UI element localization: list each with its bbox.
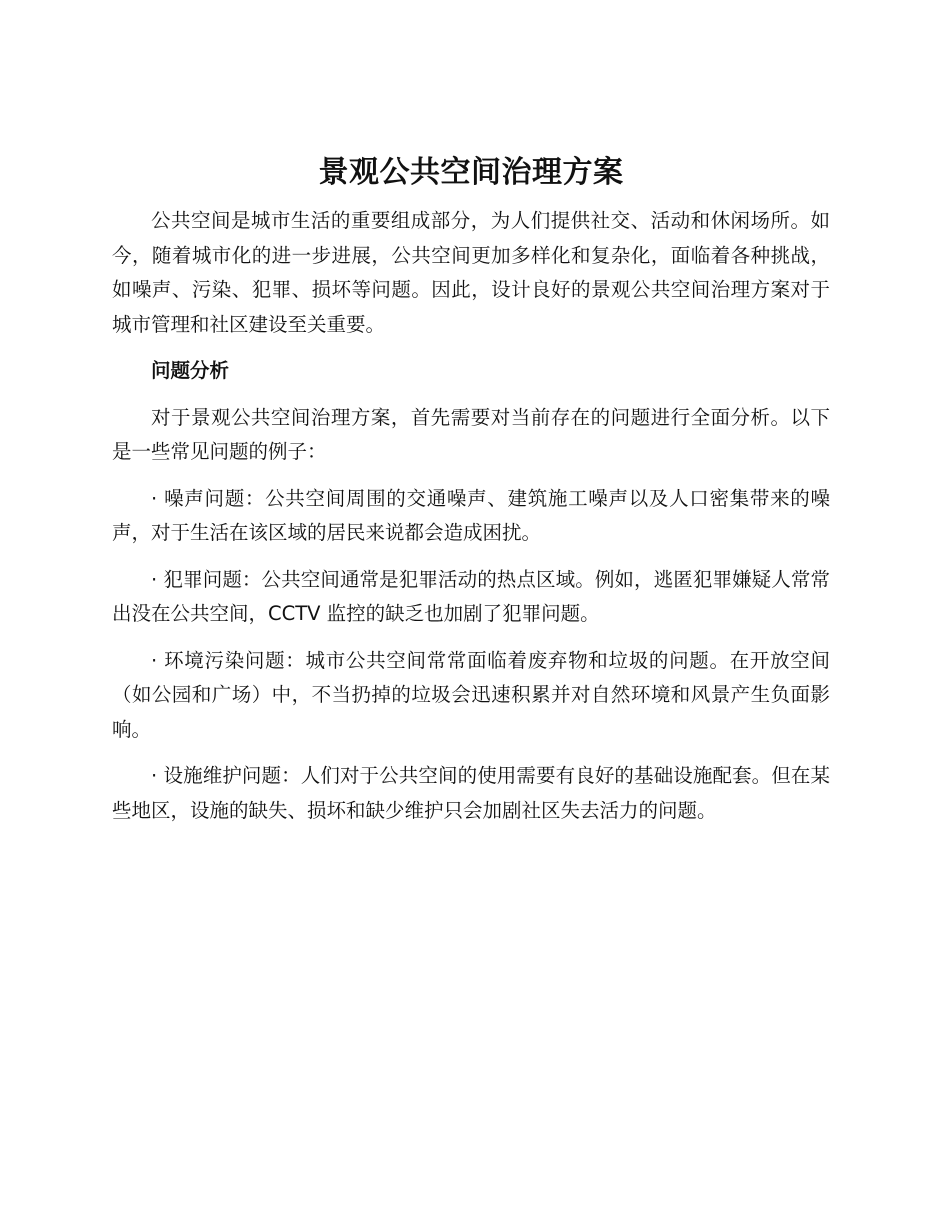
issue-item-maintenance: · 设施维护问题：人们对于公共空间的使用需要有良好的基础设施配套。但在某些地区，设施的缺失、损坏和缺少维护只会加剧社区失去活力的问题。 [112,764,830,822]
document-title: 景观公共空间治理方案 [318,155,624,190]
issue-item-crime: · 犯罪问题：公共空间通常是犯罪活动的热点区域。例如，逃匿犯罪嫌疑人常常出没在公共空间，CCTV 监控的缺乏也加剧了犯罪问题。 [112,567,830,625]
intro-paragraph: 公共空间是城市生活的重要组成部分，为人们提供社交、活动和休闲场所。如今，随着城市化的进一步进展，公共空间更加多样化和复杂化，面临着各种挑战，如噪声、污染、犯罪、损坏等问题。因此，设计良好的景观公共空间治理方案对于城市管理和社区建设至关重要。 [112,209,830,336]
section-heading: 问题分析 [151,359,230,382]
issue-item-pollution: · 环境污染问题：城市公共空间常常面临着废弃物和垃圾的问题。在开放空间（如公园和广场）中，不当扔掉的垃圾会迅速积累并对自然环境和风景产生负面影响。 [112,648,830,741]
analysis-intro-paragraph: 对于景观公共空间治理方案，首先需要对当前存在的问题进行全面分析。以下是一些常见问题的例子： [112,405,830,463]
document-body [112,150,830,840]
issue-item-noise: · 噪声问题：公共空间周围的交通噪声、建筑施工噪声以及人口密集带来的噪声，对于生活在该区域的居民来说都会造成困扰。 [112,486,830,544]
